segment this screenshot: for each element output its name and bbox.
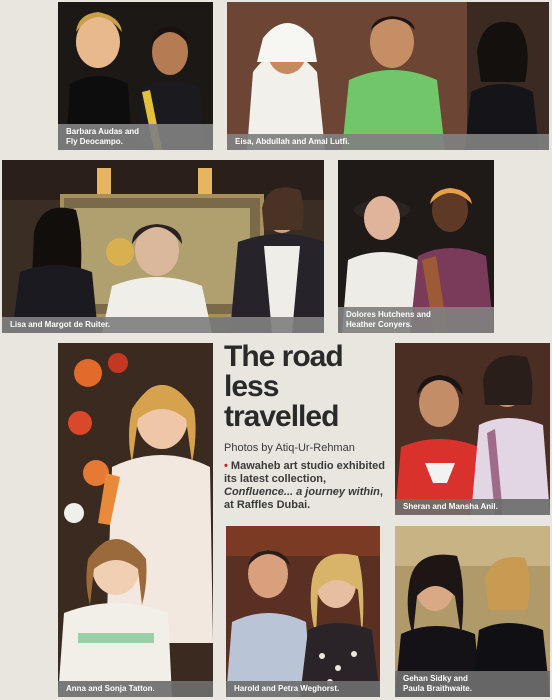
photo-anna-sonja <box>58 343 213 697</box>
photo-lisa-margot-image <box>2 160 324 333</box>
article-body-text: Mawaheb art studio exhibited its latest collection, <box>224 460 385 485</box>
photo-dolores-heather <box>338 160 494 333</box>
bullet-icon: • <box>224 460 228 472</box>
photo-eisa-abdullah-amal-image <box>227 2 549 150</box>
caption-gehan-paula: Gehan Sidky and Paula Braithwaite. <box>395 671 550 697</box>
caption-harold-petra: Harold and Petra Weghorst. <box>226 681 380 697</box>
photo-lisa-margot <box>2 160 324 333</box>
caption-sheran-mansha: Sheran and Mansha Anil. <box>395 499 550 515</box>
caption-barbara-fly: Barbara Audas and Fly Deocampo. <box>58 124 213 150</box>
photo-anna-sonja-image <box>58 343 213 697</box>
photo-harold-petra-image <box>226 526 380 697</box>
photo-credit: Photos by Atiq-Ur-Rehman <box>224 442 355 454</box>
article-body-end: , at Raffles Dubai. <box>224 486 383 511</box>
caption-dolores-heather: Dolores Hutchens and Heather Conyers. <box>338 307 494 333</box>
article-body <box>224 460 392 512</box>
article-body-italic: Confluence... a journey within <box>224 486 380 498</box>
photo-sheran-mansha-image <box>395 343 550 515</box>
caption-anna-sonja: Anna and Sonja Tatton. <box>58 681 213 697</box>
photo-sheran-mansha <box>395 343 550 515</box>
caption-eisa-abdullah-amal: Eisa, Abdullah and Amal Lutfi. <box>227 134 549 150</box>
photo-eisa-abdullah-amal <box>227 2 549 150</box>
photo-harold-petra <box>226 526 380 697</box>
headline: The road less travelled <box>224 340 343 433</box>
photo-gehan-paula <box>395 526 550 697</box>
article-block <box>224 342 392 522</box>
caption-lisa-margot: Lisa and Margot de Ruiter. <box>2 317 324 333</box>
photo-barbara-fly <box>58 2 213 150</box>
